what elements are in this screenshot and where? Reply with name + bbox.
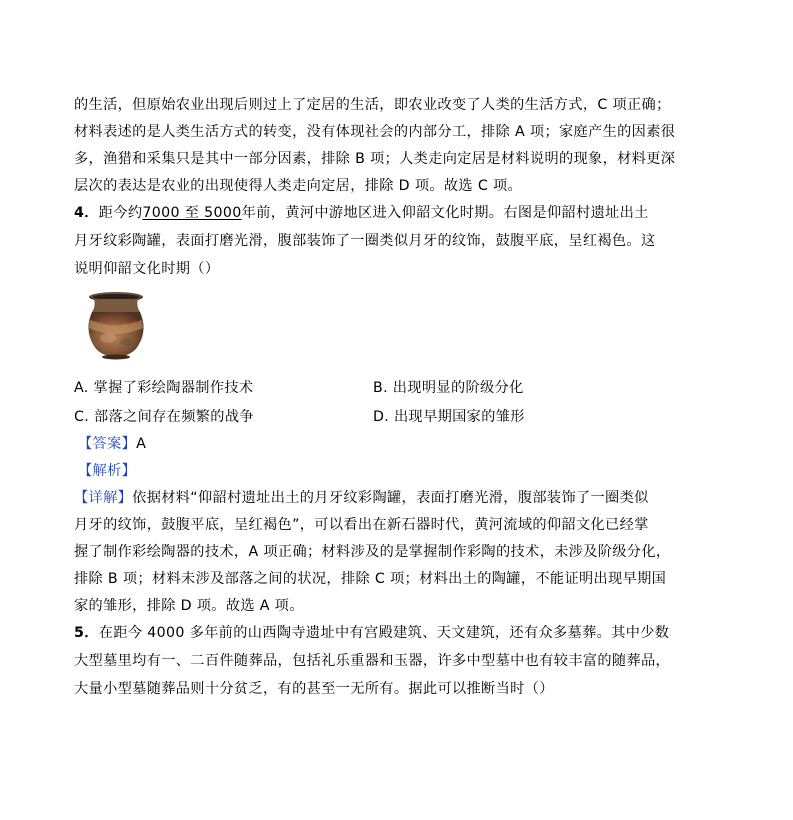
pottery-jar-image — [86, 290, 146, 364]
q4-detail-line-5: 家的雏形，排除 D 项。故选 A 项。 — [74, 598, 304, 614]
analysis-label: 【解析】 — [78, 463, 137, 479]
q5-stem-line-3: 大量小型墓随葬品则十分贫乏，有的甚至一无所有。据此可以推断当时（） — [74, 681, 554, 697]
pottery-jar-icon — [86, 290, 146, 364]
q4-stem-line-2: 月牙纹彩陶罐，表面打磨光滑，腹部装饰了一圈类似月牙的纹饰，鼓腹平底，呈红褐色。这 — [74, 233, 656, 249]
q4-stem-line-3: 说明仰韶文化时期（） — [74, 261, 220, 277]
q5-stem-line-2: 大型墓里均有一、二百件随葬品，包括礼乐重器和玉器，许多中型墓中也有较丰富的随葬品， — [74, 653, 671, 669]
q4-stem-post: 年前，黄河中游地区进入仰韶文化时期。右图是仰韶村遗址出土 — [241, 205, 649, 221]
q4-detail-line-4: 排除 B 项；材料未涉及部落之间的状况，排除 C 项；材料出土的陶罐，不能证明出现早期国 — [74, 571, 667, 587]
q3-explanation-line-1: 的生活，但原始农业出现后则过上了定居的生活，即农业改变了人类的生活方式，C 项正确； — [74, 97, 671, 113]
q5-stem-text-1: 在距今 4000 多年前的山西陶寺遗址中有宫殿建筑、天文建筑，还有众多墓葬。其中少数 — [98, 625, 670, 641]
q4-option-c[interactable]: C. 部落之间存在频繁的战争 — [74, 409, 254, 425]
q4-stem-pre: 距今约 — [98, 205, 143, 221]
q4-answer — [78, 434, 146, 454]
q4-number: 4． — [74, 205, 99, 221]
q4-stem-years: 7000 至 5000 — [142, 205, 242, 221]
answer-label: 【答案】 — [78, 436, 137, 452]
detail-label: 【详解】 — [74, 490, 133, 506]
q4-option-d[interactable]: D. 出现早期国家的雏形 — [373, 409, 525, 425]
q4-detail-line-2: 月牙的纹饰，鼓腹平底，呈红褐色”，可以看出在新石器时代，黄河流域的仰韶文化已经掌 — [74, 517, 649, 533]
q3-explanation-line-3: 多，渔猎和采集只是其中一部分因素，排除 B 项；人类走向定居是材料说明的现象，材料更深 — [74, 151, 676, 167]
q4-option-b[interactable]: B. 出现明显的阶级分化 — [373, 380, 524, 396]
answer-value: A — [136, 436, 147, 452]
q3-explanation-line-2: 材料表述的是人类生活方式的转变，没有体现社会的内部分工，排除 A 项；家庭产生的因素很 — [74, 124, 676, 140]
q4-detail-line-1 — [74, 488, 649, 508]
q4-stem-line-1 — [74, 203, 649, 223]
q3-explanation-line-4: 层次的表达是农业的出现使得人类走向定居，排除 D 项。故选 C 项。 — [74, 178, 523, 194]
q5-stem-line-1 — [74, 623, 669, 643]
q4-detail-line-3: 握了制作彩绘陶器的技术，A 项正确；材料涉及的是掌握制作彩陶的技术，未涉及阶级分化， — [74, 544, 671, 560]
q4-analysis-label — [78, 461, 136, 481]
q4-option-a[interactable]: A. 掌握了彩绘陶器制作技术 — [74, 380, 254, 396]
q4-detail-text-1: 依据材料“仰韶村遗址出土的月牙纹彩陶罐，表面打磨光滑，腹部装饰了一圈类似 — [132, 490, 649, 506]
q5-number: 5． — [74, 625, 99, 641]
